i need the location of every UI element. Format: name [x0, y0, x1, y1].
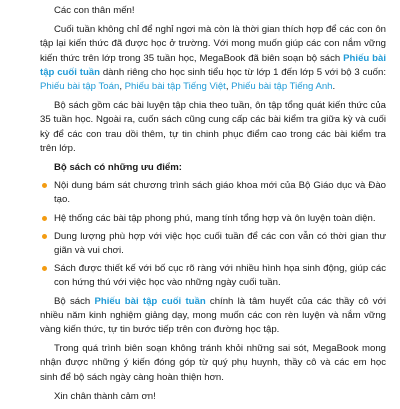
preface-content	[40, 4, 386, 409]
advantages-heading: Bộ sách có những ưu điểm:	[54, 162, 182, 174]
closing-line: Xin chân thành cảm ơn!	[54, 390, 156, 402]
intro-text-2: dành riêng cho học sinh tiểu học từ lớp 1 đến lớp 5 với bộ 3 cuốn:	[100, 66, 386, 78]
list-item	[40, 179, 386, 207]
intro-text-1: Cuối tuần không chỉ để nghỉ ngơi mà còn là thời gian thích hợp để các con ôn tập lại kiến thức đã được học ở trường. Với mong muốn giúp các con nắm vững kiến thức trên lớp trong 35 tuần học, MegaBook đã biên soạn bộ sách	[40, 24, 386, 64]
dedication-text-1: Bộ sách	[54, 295, 95, 307]
separator-2: ,	[225, 81, 232, 93]
separator-1: ,	[119, 81, 125, 93]
bullet-dot-icon	[42, 183, 47, 188]
book-vietnamese-title: Phiếu bài tập Tiếng Việt	[124, 81, 226, 93]
book-math-title: Phiếu bài tập Toán	[40, 81, 120, 93]
advantage-text: Dung lượng phù hợp với việc học cuối tuần để các con vẫn có thời gian thư giãn và vui chơi.	[54, 230, 386, 257]
feedback-paragraph: Trong quá trình biên soạn không tránh khỏi những sai sót, MegaBook mong nhận được những ý kiến đóng góp từ quý phụ huynh, thầy cô và các em học sinh để bộ sách ngày càng hoàn thiện hơn.	[40, 343, 386, 383]
book-english-title: Phiếu bài tập Tiếng Anh	[231, 81, 333, 93]
advantage-text: Hệ thống các bài tập phong phú, mang tính tổng hợp và ôn luyện toàn diện.	[54, 212, 376, 224]
intro-end: .	[332, 81, 336, 93]
advantage-text: Sách được thiết kế với bố cục rõ ràng với nhiều hình họa sinh động, giúp các con hứng thú với việc học vào những ngày cuối tuần.	[54, 263, 386, 289]
dedication-paragraph	[40, 295, 386, 338]
advantage-text: Nội dung bám sát chương trình sách giáo khoa mới của Bộ Giáo dục và Đào tạo.	[54, 180, 386, 206]
structure-paragraph: Bộ sách gồm các bài luyện tập chia theo tuần, ôn tập tổng quát kiến thức của 35 tuần học. Ngoài ra, cuốn sách cũng cung cấp các bài kiểm tra giữa kỳ và cuối kỳ để các con trau dồi thêm, tự tin chinh phục điểm cao trong các bài kiểm tra trên lớp.	[40, 100, 386, 154]
bullet-dot-icon	[42, 266, 47, 271]
greeting: Các con thân mến!	[54, 5, 135, 16]
advantages-list	[40, 179, 386, 290]
dedication-text-2: chính là tâm huyết của các thầy cô với nhiều năm kinh nghiệm giảng dạy, mong muốn các con rèn luyện và nắm vững vàng kiến thức, tự tin bước tiếp trên con đường học tập.	[40, 295, 386, 336]
book-series-title: Phiếu bài tập cuối tuần	[40, 52, 386, 78]
list-item	[40, 212, 386, 226]
bullet-dot-icon	[42, 216, 47, 221]
book-series-title-2: Phiếu bài tập cuối tuần	[94, 295, 206, 307]
list-item	[40, 230, 386, 258]
intro-paragraph	[40, 23, 386, 94]
list-item	[40, 262, 386, 290]
bullet-dot-icon	[42, 234, 47, 239]
